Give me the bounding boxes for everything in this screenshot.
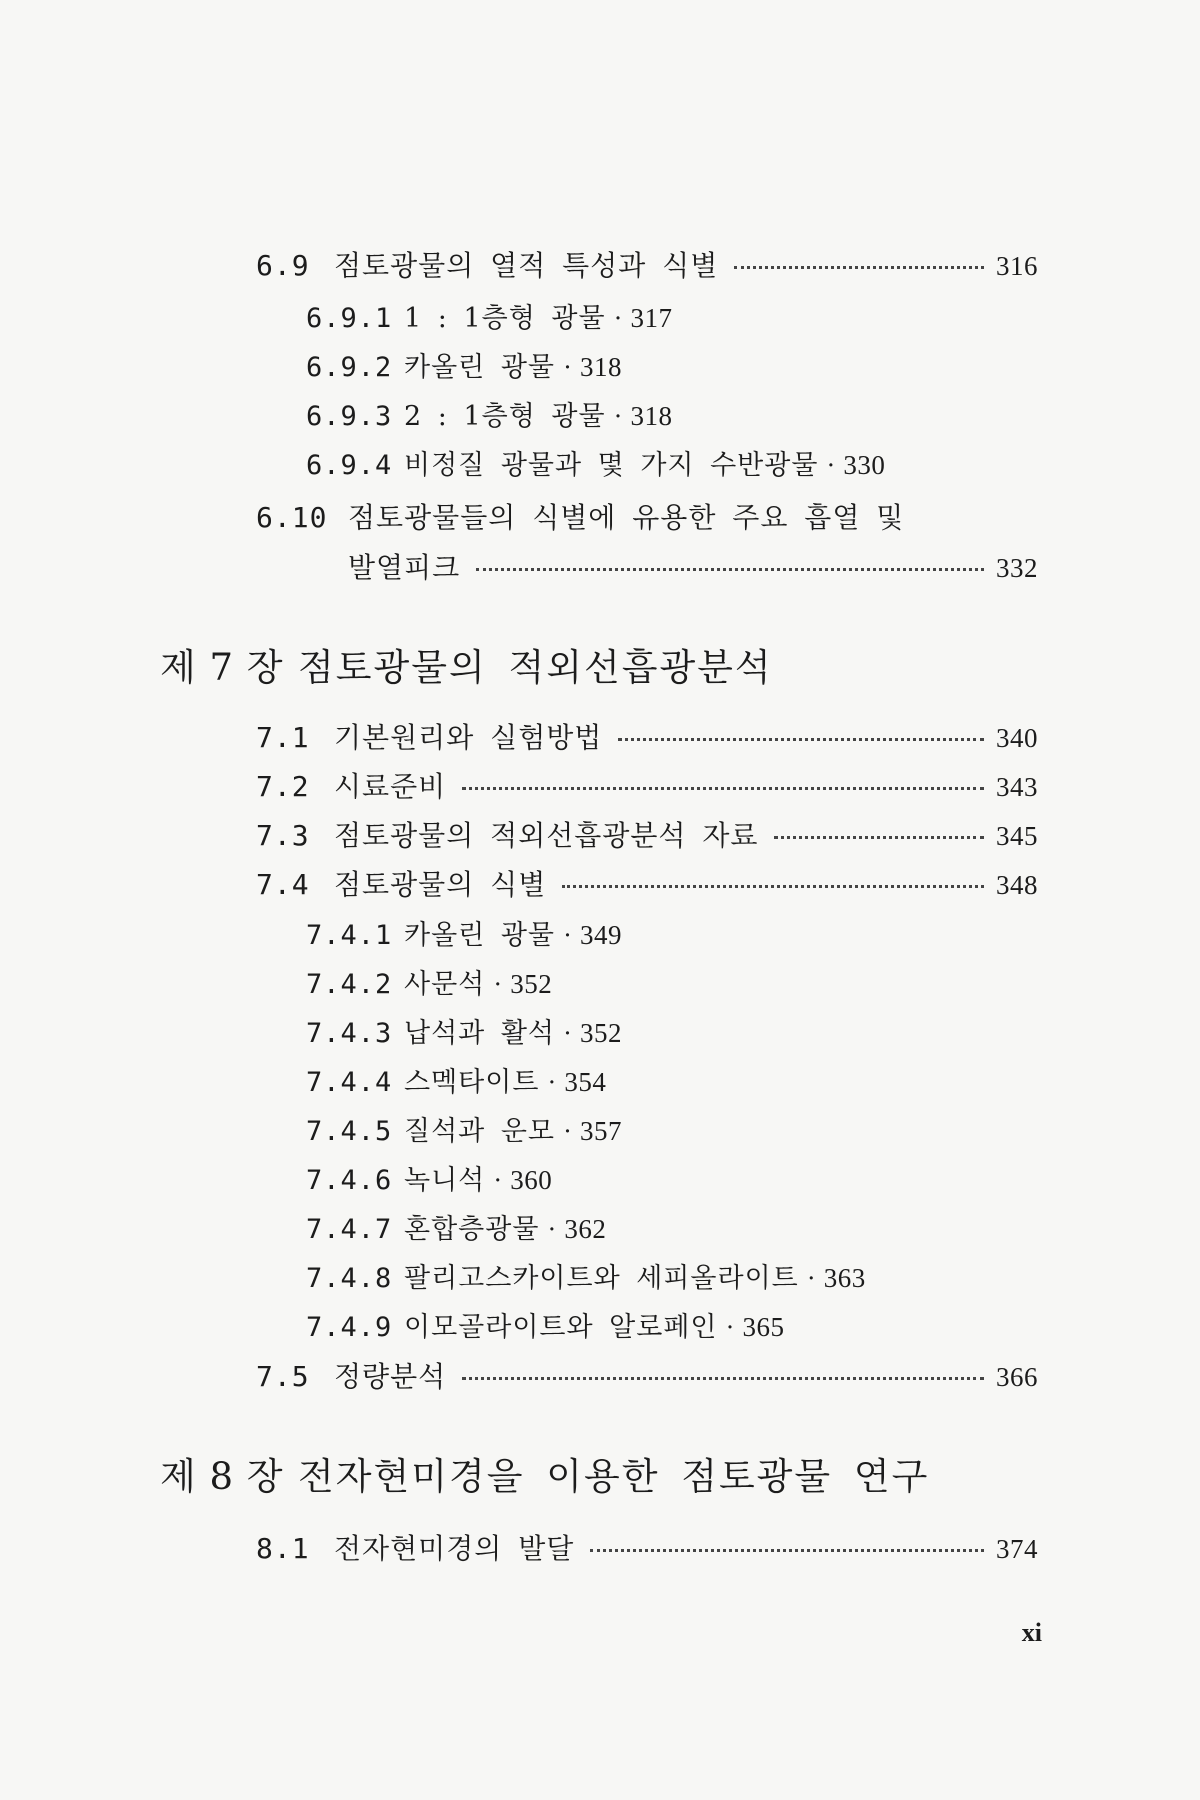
toc-entry-6-9-2[interactable]: [306, 345, 622, 384]
toc-entry-8-1[interactable]: [256, 1527, 1038, 1567]
section-title: 카올린 광물: [404, 920, 555, 951]
toc-entry-7-4-8[interactable]: [306, 1256, 866, 1295]
toc-entry-6-10-cont[interactable]: [348, 546, 1038, 586]
section-number: 7.4.4: [306, 1067, 393, 1098]
section-number: 7.4: [256, 868, 310, 901]
section-number: 8.1: [256, 1532, 310, 1565]
page-number: 352: [510, 969, 553, 999]
dot-leader: [562, 885, 984, 888]
toc-entry-7-4[interactable]: [256, 863, 1038, 903]
section-title: 정량분석: [334, 1360, 447, 1393]
bullet-separator: ·: [563, 1116, 572, 1146]
bullet-separator: ·: [725, 1312, 735, 1342]
toc-entry-6-9-3[interactable]: [306, 394, 673, 433]
section-title-line2: 발열피크: [348, 551, 461, 584]
page-number: 345: [996, 821, 1038, 851]
section-number: 7.4.6: [306, 1165, 393, 1196]
page-number: 360: [510, 1165, 553, 1195]
dot-leader: [476, 568, 984, 571]
section-number: 7.4.3: [306, 1018, 393, 1049]
section-number: 7.3: [256, 819, 310, 852]
page-number: 362: [564, 1214, 607, 1244]
bullet-separator: ·: [493, 969, 503, 999]
page-number: 357: [580, 1116, 622, 1146]
section-title: 사문석: [404, 969, 486, 1000]
page-number: 317: [630, 303, 673, 333]
section-number: 7.4.8: [306, 1263, 393, 1294]
section-number: 7.1: [256, 721, 310, 754]
bullet-separator: ·: [613, 303, 623, 333]
page-number: 366: [996, 1362, 1038, 1392]
bullet-separator: ·: [547, 1214, 557, 1244]
toc-entry-6-9-4[interactable]: [306, 443, 885, 482]
chapter-title: 전자현미경을 이용한 점토광물 연구: [298, 1455, 930, 1498]
section-title: 혼합층광물: [404, 1214, 540, 1245]
toc-entry-6-9[interactable]: [256, 244, 1038, 284]
section-title: 이모골라이트와 알로페인: [404, 1312, 718, 1343]
section-number: 7.4.7: [306, 1214, 393, 1245]
section-number: 6.10: [256, 501, 328, 534]
dot-leader: [462, 1377, 984, 1380]
section-title: 점토광물의 열적 특성과 식별: [334, 249, 719, 282]
toc-entry-7-5[interactable]: [256, 1355, 1038, 1395]
page-number: 343: [996, 772, 1038, 802]
section-title: 1 : 1층형 광물: [404, 303, 606, 334]
toc-entry-7-4-5[interactable]: [306, 1109, 622, 1148]
page-number: 340: [996, 723, 1038, 753]
chapter-title: 점토광물의 적외선흡광분석: [298, 646, 773, 689]
page-number: 348: [996, 870, 1038, 900]
page-number: 374: [996, 1534, 1038, 1564]
dot-leader: [462, 787, 984, 790]
section-title: 카올린 광물: [404, 352, 555, 383]
section-title: 스멕타이트: [404, 1067, 540, 1098]
bullet-separator: ·: [613, 401, 623, 431]
section-number: 6.9.1: [306, 303, 393, 334]
section-number: 6.9.4: [306, 450, 393, 481]
toc-entry-7-4-2[interactable]: [306, 962, 552, 1001]
chapter-label: 제 7 장: [160, 646, 284, 689]
toc-entry-7-3[interactable]: [256, 814, 1038, 854]
toc-entry-6-10[interactable]: [256, 496, 904, 536]
chapter-label: 제 8 장: [160, 1455, 284, 1498]
section-number: 6.9: [256, 249, 310, 282]
toc-entry-7-1[interactable]: [256, 716, 1038, 756]
page-number: 318: [630, 401, 673, 431]
section-title: 기본원리와 실험방법: [334, 721, 603, 754]
section-title: 비정질 광물과 몇 가지 수반광물: [404, 450, 819, 481]
section-title: 납석과 활석: [404, 1018, 555, 1049]
dot-leader: [774, 836, 984, 839]
page-number: 330: [843, 450, 886, 480]
dot-leader: [618, 738, 984, 741]
section-title: 시료준비: [334, 770, 447, 803]
chapter-7-heading[interactable]: [160, 637, 773, 691]
section-number: 7.4.1: [306, 920, 393, 951]
toc-entry-7-4-9[interactable]: [306, 1305, 784, 1344]
bullet-separator: ·: [563, 920, 572, 950]
chapter-8-heading[interactable]: [160, 1446, 929, 1500]
section-number: 7.4.9: [306, 1312, 393, 1343]
section-number: 6.9.3: [306, 401, 393, 432]
section-number: 7.4.2: [306, 969, 393, 1000]
page-number: 365: [742, 1312, 785, 1342]
page-number: 363: [823, 1263, 866, 1293]
section-number: 6.9.2: [306, 352, 393, 383]
section-number: 7.2: [256, 770, 310, 803]
folio-page-number: xi: [1021, 1618, 1042, 1647]
section-number: 7.5: [256, 1360, 310, 1393]
bullet-separator: ·: [563, 352, 572, 382]
dot-leader: [590, 1549, 984, 1552]
section-title: 2 : 1층형 광물: [404, 401, 606, 432]
toc-entry-6-9-1[interactable]: [306, 296, 673, 335]
bullet-separator: ·: [493, 1165, 503, 1195]
toc-entry-7-4-3[interactable]: [306, 1011, 622, 1050]
section-title: 점토광물의 식별: [334, 868, 547, 901]
bullet-separator: ·: [547, 1067, 557, 1097]
dot-leader: [734, 266, 984, 269]
page-number: 318: [580, 352, 622, 382]
section-number: 7.4.5: [306, 1116, 393, 1147]
page-number: 354: [564, 1067, 607, 1097]
page-number: 332: [996, 553, 1038, 583]
section-title: 전자현미경의 발달: [334, 1532, 575, 1565]
section-title: 팔리고스카이트와 세피올라이트: [404, 1263, 799, 1294]
bullet-separator: ·: [826, 450, 836, 480]
section-title: 점토광물의 적외선흡광분석 자료: [334, 819, 759, 852]
bullet-separator: ·: [806, 1263, 816, 1293]
section-title: 녹니석: [404, 1165, 486, 1196]
toc-entry-7-4-6[interactable]: [306, 1158, 552, 1197]
page-number: 349: [580, 920, 622, 950]
page-number: 316: [996, 251, 1038, 281]
toc-entry-7-4-7[interactable]: [306, 1207, 606, 1246]
page-number: 352: [580, 1018, 622, 1048]
toc-entry-7-2[interactable]: [256, 765, 1038, 805]
toc-entry-7-4-4[interactable]: [306, 1060, 606, 1099]
toc-entry-7-4-1[interactable]: [306, 913, 622, 952]
section-title-line1: 점토광물들의 식별에 유용한 주요 흡열 및: [348, 501, 905, 534]
section-title: 질석과 운모: [404, 1116, 555, 1147]
bullet-separator: ·: [563, 1018, 572, 1048]
